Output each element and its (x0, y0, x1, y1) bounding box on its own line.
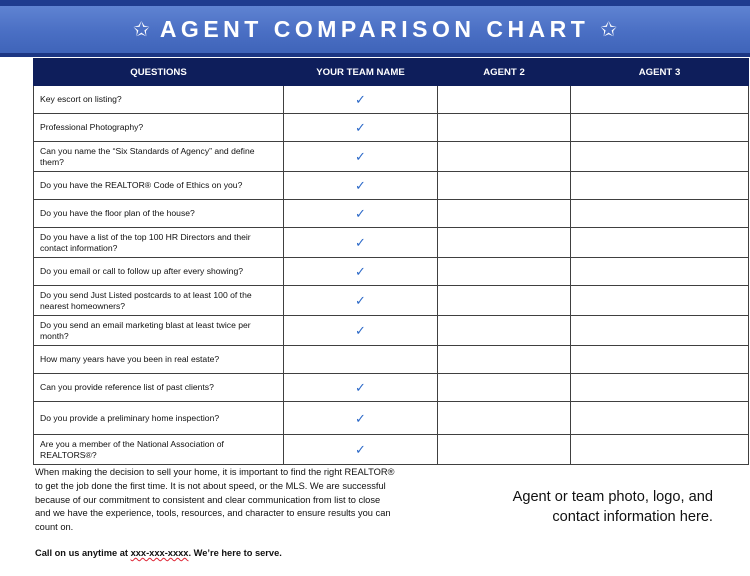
table-header-row (34, 59, 749, 86)
question-cell: Key escort on listing? (34, 86, 284, 114)
intro-paragraph: When making the decision to sell your home, it is important to find the right REALTOR® to get the job done the first time. It is not about speed, or the MLS. We are successful because of our commitment to consistent and clear communication from list to close and we have the experience, tools, resources, and character to ensure results you can count on. (35, 467, 395, 533)
agent-2-cell (438, 286, 571, 316)
agent-2-cell (438, 435, 571, 465)
question-cell: Do you email or call to follow up after every showing? (34, 258, 284, 286)
agent-2-cell (438, 114, 571, 142)
agent-3-cell (571, 200, 749, 228)
your-team-check-cell: ✓ (284, 435, 438, 465)
question-cell: Professional Photography? (34, 114, 284, 142)
agent-2-cell (438, 200, 571, 228)
question-cell: Do you send Just Listed postcards to at least 100 of the nearest homeowners? (34, 286, 284, 316)
column-header-agent-2: AGENT 2 (438, 59, 571, 86)
call-us-line (35, 548, 282, 558)
banner-bottom-stripe (0, 53, 750, 57)
page-title (0, 6, 750, 53)
title-banner (0, 0, 750, 57)
agent-3-cell (571, 86, 749, 114)
column-header-your-team: YOUR TEAM NAME (284, 59, 438, 86)
your-team-check-cell: ✓ (284, 172, 438, 200)
table-row (34, 435, 749, 465)
call-us-prefix: Call on us anytime at (35, 548, 131, 558)
agent-3-cell (571, 402, 749, 435)
table-row (34, 286, 749, 316)
question-cell: Can you provide reference list of past clients? (34, 374, 284, 402)
your-team-check-cell: ✓ (284, 142, 438, 172)
table-row (34, 142, 749, 172)
agent-2-cell (438, 86, 571, 114)
your-team-check-cell: ✓ (284, 114, 438, 142)
question-cell: Do you send an email marketing blast at least twice per month? (34, 316, 284, 346)
table-row (34, 172, 749, 200)
call-us-suffix: . We’re here to serve. (188, 548, 282, 558)
question-cell: Do you provide a preliminary home inspection? (34, 402, 284, 435)
agent-2-cell (438, 142, 571, 172)
question-cell: Do you have the floor plan of the house? (34, 200, 284, 228)
agent-2-cell (438, 402, 571, 435)
star-right-icon: ✩ (600, 19, 617, 41)
agent-3-cell (571, 172, 749, 200)
agent-3-cell (571, 228, 749, 258)
table-row (34, 258, 749, 286)
agent-3-cell (571, 286, 749, 316)
star-left-icon: ✩ (133, 19, 150, 41)
your-team-check-cell: ✓ (284, 200, 438, 228)
question-cell: How many years have you been in real estate? (34, 346, 284, 374)
agent-2-cell (438, 316, 571, 346)
agent-2-cell (438, 258, 571, 286)
your-team-check-cell: ✓ (284, 258, 438, 286)
agent-3-cell (571, 346, 749, 374)
table-row (34, 200, 749, 228)
your-team-check-cell: ✓ (284, 86, 438, 114)
your-team-check-cell: ✓ (284, 228, 438, 258)
agent-2-cell (438, 172, 571, 200)
your-team-check-cell: ✓ (284, 316, 438, 346)
table-row (34, 402, 749, 435)
table-row (34, 316, 749, 346)
agent-3-cell (571, 114, 749, 142)
table-row (34, 374, 749, 402)
question-cell: Do you have a list of the top 100 HR Directors and their contact information? (34, 228, 284, 258)
agent-3-cell (571, 142, 749, 172)
your-team-check-cell: ✓ (284, 286, 438, 316)
your-team-check-cell: ✓ (284, 402, 438, 435)
contact-placeholder: Agent or team photo, logo, and contact information here. (512, 489, 713, 525)
table-row (34, 86, 749, 114)
your-team-check-cell: ✓ (284, 374, 438, 402)
agent-3-cell (571, 374, 749, 402)
agent-3-cell (571, 435, 749, 465)
agent-2-cell (438, 228, 571, 258)
agent-2-cell (438, 346, 571, 374)
agent-2-cell (438, 374, 571, 402)
table-row (34, 346, 749, 374)
table-row (34, 114, 749, 142)
agent-3-cell (571, 316, 749, 346)
phone-number: xxx-xxx-xxxx (130, 548, 189, 558)
page-title-text: AGENT COMPARISON CHART (159, 16, 590, 42)
question-cell: Can you name the “Six Standards of Agency” and define them? (34, 142, 284, 172)
your-team-check-cell (284, 346, 438, 374)
question-cell: Are you a member of the National Association of REALTORS®? (34, 435, 284, 465)
column-header-questions: QUESTIONS (34, 59, 284, 86)
table-row (34, 228, 749, 258)
question-cell: Do you have the REALTOR® Code of Ethics on you? (34, 172, 284, 200)
column-header-agent-3: AGENT 3 (571, 59, 749, 86)
agent-3-cell (571, 258, 749, 286)
comparison-table (33, 58, 749, 465)
